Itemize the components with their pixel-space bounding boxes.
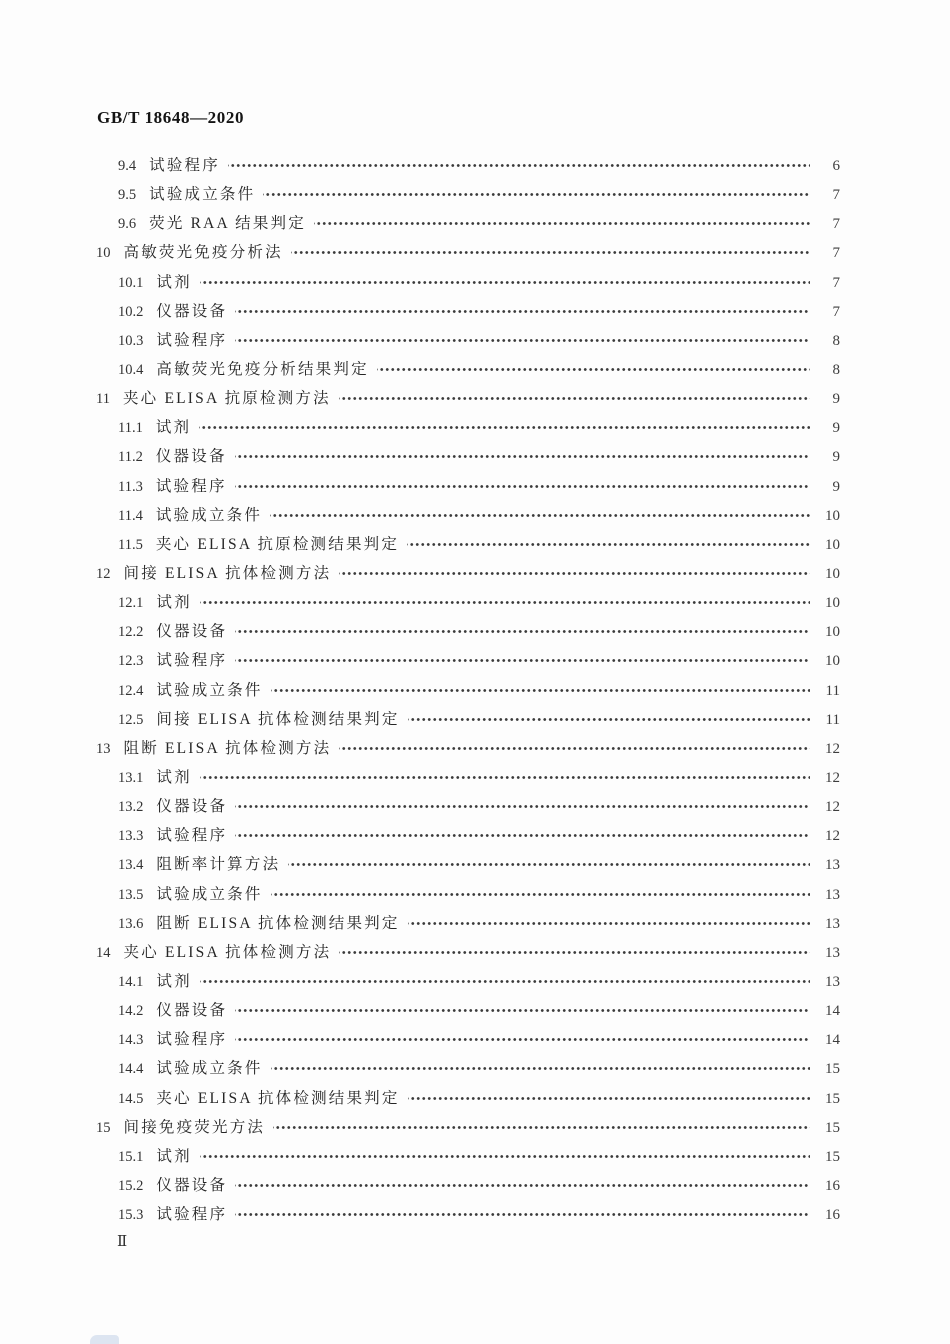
toc-entry-page-number: 7	[832, 216, 840, 233]
toc-entry-title: 高敏荧光免疫分析法	[123, 244, 283, 262]
toc-entry-title: 试验程序	[155, 477, 227, 495]
dot-leader	[408, 712, 810, 727]
toc-entry-number: 14	[96, 944, 111, 961]
toc-entry-title: 试验程序	[156, 1031, 228, 1049]
toc-entry	[96, 734, 840, 763]
toc-entry	[96, 792, 840, 821]
toc-entry-title: 试剂	[156, 768, 192, 786]
toc-entry-page-number: 10	[825, 653, 840, 670]
toc-entry-number: 10.4	[118, 361, 144, 378]
toc-entry-page-number: 11	[825, 711, 840, 728]
dot-leader	[200, 974, 810, 989]
toc-entry-page-number: 15	[825, 1090, 840, 1107]
dot-leader	[339, 945, 810, 960]
toc-entry-number: 11.3	[118, 478, 143, 495]
toc-entry-title: 阻断 ELISA 抗体检测结果判定	[156, 914, 400, 932]
toc-entry-title: 仪器设备	[156, 302, 228, 320]
toc-entry-number: 15.3	[118, 1207, 144, 1224]
dot-leader	[235, 653, 810, 668]
toc-entry-number: 12.2	[118, 624, 144, 641]
toc-entry	[96, 646, 840, 675]
toc-entry-number: 11.4	[118, 507, 143, 524]
toc-entry-page-number: 9	[832, 478, 840, 495]
dot-leader	[235, 449, 810, 464]
toc-entry-number: 11.2	[118, 449, 143, 466]
toc-entry-page-number: 16	[825, 1207, 840, 1224]
dot-leader	[339, 391, 810, 406]
toc-entry-title: 试剂	[155, 419, 192, 437]
toc-entry-number: 10.1	[118, 274, 144, 291]
toc-entry-page-number: 9	[832, 449, 840, 466]
toc-entry	[96, 355, 840, 384]
toc-entry	[96, 821, 840, 850]
toc-entry-title: 试剂	[156, 594, 192, 612]
toc-entry-number: 15.2	[118, 1177, 144, 1194]
dot-leader	[199, 420, 810, 435]
toc-entry	[96, 472, 840, 501]
toc-entry	[96, 442, 840, 471]
dot-leader	[263, 187, 810, 202]
toc-entry	[96, 151, 840, 180]
toc-entry-title: 夹心 ELISA 抗原检测结果判定	[155, 535, 400, 553]
toc-entry-page-number: 12	[825, 740, 840, 757]
toc-entry	[96, 617, 840, 646]
toc-entry-title: 仪器设备	[156, 623, 228, 641]
toc-entry-title: 阻断 ELISA 抗体检测方法	[123, 739, 332, 757]
dot-leader	[339, 741, 810, 756]
toc-entry	[96, 384, 840, 413]
toc-entry-title: 试剂	[156, 1147, 192, 1165]
toc-entry-page-number: 9	[832, 420, 840, 437]
document-code-header: GB/T 18648—2020	[97, 108, 245, 127]
toc-entry-page-number: 12	[825, 799, 840, 816]
toc-entry	[96, 938, 840, 967]
toc-entry-page-number: 13	[825, 886, 840, 903]
toc-entry-number: 14.1	[118, 973, 144, 990]
toc-entry-title: 仪器设备	[156, 798, 228, 816]
toc-entry-title: 试验成立条件	[156, 885, 263, 903]
toc-entry-number: 10	[96, 245, 111, 262]
toc-entry-title: 阻断率计算方法	[156, 856, 281, 874]
toc-entry	[96, 588, 840, 617]
toc-entry	[96, 1200, 840, 1229]
dot-leader	[271, 683, 810, 698]
toc-entry-page-number: 9	[832, 391, 840, 408]
toc-entry-page-number: 16	[825, 1177, 840, 1194]
toc-entry-number: 14.4	[118, 1061, 144, 1078]
toc-entry-page-number: 7	[832, 303, 840, 320]
toc-entry-number: 10.2	[118, 303, 144, 320]
toc-entry-title: 试剂	[156, 972, 192, 990]
toc-entry-number: 13.1	[118, 769, 144, 786]
toc-entry	[96, 1025, 840, 1054]
toc-entry	[96, 1054, 840, 1083]
toc-entry-page-number: 10	[825, 565, 840, 582]
toc-entry-number: 11	[96, 391, 110, 408]
toc-entry-page-number: 10	[825, 595, 840, 612]
toc-entry-number: 12.5	[118, 711, 144, 728]
dot-leader	[270, 508, 810, 523]
toc-entry-page-number: 12	[825, 769, 840, 786]
dot-leader	[235, 304, 810, 319]
dot-leader	[291, 245, 810, 260]
toc-entry-page-number: 13	[825, 915, 840, 932]
toc-entry-page-number: 15	[825, 1061, 840, 1078]
dot-leader	[314, 216, 810, 231]
toc-entry-number: 14.5	[118, 1090, 144, 1107]
toc-entry	[96, 413, 840, 442]
toc-entry-title: 夹心 ELISA 抗原检测方法	[122, 390, 331, 408]
toc-entry-number: 12.4	[118, 682, 144, 699]
dot-leader	[235, 624, 810, 639]
toc-entry-title: 试验程序	[156, 827, 228, 845]
toc-entry-number: 13.4	[118, 857, 144, 874]
dot-leader	[235, 1003, 810, 1018]
toc-entry-number: 9.4	[118, 158, 137, 174]
toc-entry	[96, 996, 840, 1025]
toc-entry-title: 试验成立条件	[156, 1060, 263, 1078]
toc-entry	[96, 530, 840, 559]
toc-entry	[96, 238, 840, 267]
toc-entry-title: 荧光 RAA 结果判定	[149, 215, 306, 233]
dot-leader	[235, 1207, 810, 1222]
toc-entry	[96, 676, 840, 705]
toc-entry-page-number: 11	[825, 682, 840, 699]
dot-leader	[271, 1061, 810, 1076]
toc-entry	[96, 501, 840, 530]
toc-entry-page-number: 8	[832, 332, 840, 349]
toc-entry-title: 试剂	[156, 273, 192, 291]
toc-entry-page-number: 7	[832, 274, 840, 291]
page-number-footer: Ⅱ	[117, 1234, 129, 1250]
toc-entry	[96, 209, 840, 238]
dot-leader	[271, 887, 810, 902]
toc-entry	[96, 1084, 840, 1113]
toc-entry-title: 高敏荧光免疫分析结果判定	[156, 360, 369, 378]
toc-entry-title: 试验成立条件	[149, 186, 256, 204]
dot-leader	[273, 1120, 810, 1135]
dot-leader	[235, 479, 810, 494]
toc-entry-number: 13.2	[118, 799, 144, 816]
toc-entry	[96, 268, 840, 297]
toc-entry-number: 12	[96, 565, 111, 582]
dot-leader	[200, 770, 810, 785]
toc-entry-page-number: 10	[825, 536, 840, 553]
toc-entry-number: 13	[96, 740, 111, 757]
dot-leader	[228, 158, 810, 173]
toc-entry-title: 仪器设备	[156, 1002, 228, 1020]
toc-entry	[96, 326, 840, 355]
toc-entry-title: 试验成立条件	[156, 681, 263, 699]
toc-entry-number: 9.5	[118, 187, 137, 204]
toc-entry-number: 14.2	[118, 1003, 144, 1020]
toc-entry	[96, 850, 840, 879]
dot-leader	[235, 1032, 810, 1047]
toc-list	[96, 151, 840, 1229]
dot-leader	[235, 333, 810, 348]
toc-entry-number: 13.3	[118, 828, 144, 845]
toc-entry	[96, 880, 840, 909]
toc-entry-title: 试验程序	[156, 331, 228, 349]
toc-entry-page-number: 13	[825, 973, 840, 990]
toc-entry-title: 间接 ELISA 抗体检测方法	[123, 564, 332, 582]
dot-leader	[408, 916, 810, 931]
dot-leader	[235, 1178, 810, 1193]
toc-entry-number: 11.5	[118, 536, 143, 553]
toc-entry-page-number: 8	[832, 361, 840, 378]
toc-entry	[96, 1171, 840, 1200]
toc-entry-title: 夹心 ELISA 抗体检测结果判定	[156, 1089, 400, 1107]
toc-entry-page-number: 15	[825, 1148, 840, 1165]
dot-leader	[339, 566, 810, 581]
dot-leader	[288, 857, 810, 872]
toc-entry-page-number: 7	[832, 245, 840, 262]
toc-entry-number: 14.3	[118, 1032, 144, 1049]
toc-entry-page-number: 10	[825, 624, 840, 641]
toc-entry-title: 试验程序	[156, 1206, 228, 1224]
toc-entry-title: 夹心 ELISA 抗体检测方法	[123, 943, 332, 961]
toc-entry-page-number: 15	[825, 1119, 840, 1136]
toc-entry	[96, 909, 840, 938]
toc-entry-page-number: 13	[825, 944, 840, 961]
toc-entry-number: 15	[96, 1119, 111, 1136]
toc-entry-title: 间接免疫荧光方法	[123, 1118, 266, 1136]
toc-entry	[96, 297, 840, 326]
toc-entry	[96, 705, 840, 734]
toc-entry-title: 试验程序	[156, 652, 228, 670]
toc-entry	[96, 180, 840, 209]
toc-entry-number: 12.1	[118, 595, 144, 612]
toc-entry-page-number: 12	[825, 828, 840, 845]
toc-entry-number: 12.3	[118, 653, 144, 670]
toc-entry-title: 试验程序	[149, 157, 220, 174]
dot-leader	[200, 275, 810, 290]
bottom-left-watermark	[90, 1335, 119, 1344]
toc-entry-number: 11.1	[118, 420, 143, 437]
toc-entry	[96, 967, 840, 996]
toc-entry-title: 试验成立条件	[155, 506, 263, 524]
toc-entry-page-number: 13	[825, 857, 840, 874]
toc-entry-title: 仪器设备	[156, 1176, 228, 1194]
dot-leader	[377, 362, 810, 377]
toc-entry	[96, 1113, 840, 1142]
dot-leader	[200, 1149, 810, 1164]
dot-leader	[235, 799, 810, 814]
toc-entry-title: 间接 ELISA 抗体检测结果判定	[156, 710, 400, 728]
toc-entry-page-number: 6	[832, 158, 840, 174]
toc-entry-page-number: 14	[825, 1032, 840, 1049]
toc-entry	[96, 559, 840, 588]
toc-entry-page-number: 10	[825, 507, 840, 524]
toc-entry-number: 10.3	[118, 332, 144, 349]
toc-entry-number: 13.5	[118, 886, 144, 903]
toc-entry-number: 15.1	[118, 1148, 144, 1165]
dot-leader	[200, 595, 810, 610]
toc-entry-page-number: 14	[825, 1003, 840, 1020]
toc-entry-page-number: 7	[832, 187, 840, 204]
toc-entry	[96, 1142, 840, 1171]
toc-entry-number: 9.6	[118, 216, 137, 233]
toc-entry	[96, 763, 840, 792]
toc-entry-title: 仪器设备	[155, 448, 227, 466]
dot-leader	[408, 1091, 810, 1106]
dot-leader	[235, 828, 810, 843]
toc-entry-number: 13.6	[118, 915, 144, 932]
dot-leader	[407, 537, 810, 552]
